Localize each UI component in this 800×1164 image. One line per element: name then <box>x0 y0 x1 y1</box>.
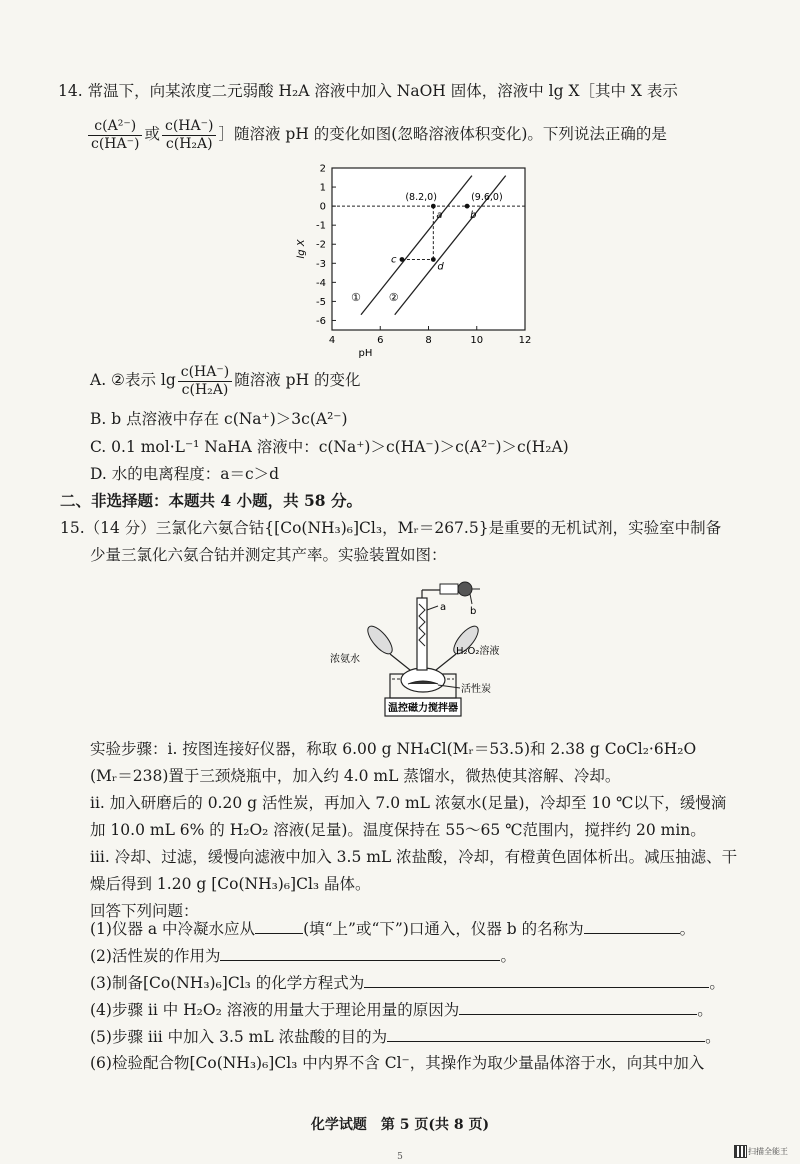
page-footer: 化学试题 第 5 页(共 8 页) <box>310 1117 490 1133</box>
point-label-c: c <box>390 254 397 266</box>
answer-blank-1a[interactable] <box>255 917 303 934</box>
step-2-line1: ii. 加入研磨后的 0.20 g 活性炭，再加入 7.0 mL 浓氨水(足量)，冷却至 10 ℃以下，缓慢滴 <box>90 794 727 812</box>
y-tick-label: -1 <box>316 220 326 232</box>
data-point-a <box>431 204 436 209</box>
lgx-ph-chart <box>290 158 540 358</box>
y-tick-label: -5 <box>316 296 326 308</box>
y-tick-label: -2 <box>316 239 326 251</box>
x-axis-label: pH <box>358 348 373 358</box>
q15-sub-4: (4)步骤 ii 中 H₂O₂ 溶液的用量大于理论用量的原因为 。 <box>90 998 713 1021</box>
x-tick-label: 6 <box>377 335 384 346</box>
q15-sub-3: (3)制备[Co(NH₃)₆]Cl₃ 的化学方程式为 。 <box>90 971 725 994</box>
q14-option-a-fraction: $\frac{c(HA^-)}{\text{c(H₂A)}}$ <box>178 364 232 399</box>
answer-prompt: 回答下列问题： <box>90 902 199 920</box>
answer-blank-2[interactable] <box>220 944 500 961</box>
y-tick-label: 1 <box>319 182 326 194</box>
data-point-b <box>465 204 470 209</box>
q15-sub-6: (6)检验配合物[Co(NH₃)₆]Cl₃ 中内界不含 Cl⁻，其操作为取少量晶体溶于水，向其中加入 <box>90 1054 705 1072</box>
y-tick-label: 0 <box>319 201 326 213</box>
x-tick-label: 8 <box>425 335 432 346</box>
y-tick-label: -4 <box>316 277 326 289</box>
q14-stem-line2: $\frac{\text{c(A²⁻)}}{c(HA^-)}$ 或 $\frac{c(HA^-)}{\text{c(H₂A)}}$ ］随溶液 pH 的变化如图(忽略溶液体积变化)。下列说法正确的是 <box>86 114 667 154</box>
step-1-line1: 实验步骤：i. 按图连接好仪器，称取 6.00 g NH₄Cl(Mᵣ＝53.5)和 2.38 g CoCl₂·6H₂O <box>90 740 697 758</box>
y-axis-label: lg X <box>296 239 307 259</box>
answer-blank-3[interactable] <box>364 971 709 988</box>
q15-stem-line2: 少量三氯化六氨合钴并测定其产率。实验装置如图： <box>90 546 447 564</box>
q14-option-a: A. ②表示 lg $\frac{c(HA^-)}{\text{c(H₂A)}}$ 随溶液 pH 的变化 <box>90 363 361 398</box>
data-point-c <box>400 257 405 262</box>
point-label-b: b <box>470 210 477 222</box>
label-a: a <box>440 602 447 613</box>
step-1-line2: (Mᵣ＝238)置于三颈烧瓶中，加入约 4.0 mL 蒸馏水，微热使其溶解、冷却。 <box>90 767 621 785</box>
q15-stem-line1: 15.（14 分）三氯化六氨合钴{[Co(NH₃)₆]Cl₃，Mᵣ＝267.5}是重要的无机试剂，实验室中制备 <box>60 519 722 537</box>
answer-blank-5[interactable] <box>387 1025 705 1042</box>
stirrer-label: 温控磁力搅拌器 <box>388 703 458 714</box>
x-tick-label: 12 <box>518 335 532 346</box>
page-number: 5 <box>397 1152 403 1162</box>
q14-stem-line1: 14. 常温下，向某浓度二元弱酸 H₂A 溶液中加入 NaOH 固体，溶液中 lg X［其中 X 表示 <box>58 82 678 100</box>
x-tick-label: 10 <box>470 335 484 346</box>
section-2-heading: 二、非选择题：本题共 4 小题，共 58 分。 <box>60 491 362 510</box>
scanner-logo-icon <box>734 1145 747 1158</box>
drying-tube-b <box>458 582 472 596</box>
q15-sub-1: (1)仪器 a 中冷凝水应从 (填“上”或“下”)口通入，仪器 b 的名称为 。 <box>90 917 695 940</box>
data-point-d <box>431 257 436 262</box>
q14-fraction-2: $\frac{c(HA^-)}{\text{c(H₂A)}}$ <box>162 118 216 153</box>
three-neck-flask <box>401 668 445 692</box>
label-b: b <box>470 606 477 617</box>
carbon-label: 活性炭 <box>461 684 491 695</box>
annotation-a: (8.2,0) <box>405 192 437 204</box>
step-3-line1: iii. 冷却、过滤，缓慢向滤液中加入 3.5 mL 浓盐酸，冷却，有橙黄色固体析出。减压抽滤、干 <box>90 848 738 866</box>
step-2-line2: 加 10.0 mL 6% 的 H₂O₂ 溶液(足量)。温度保持在 55～65 ℃范围内，搅拌约 20 min。 <box>90 821 706 839</box>
series-label-2: ② <box>388 290 399 304</box>
step-3-line2: 燥后得到 1.20 g [Co(NH₃)₆]Cl₃ 晶体。 <box>90 875 371 893</box>
ammonia-label: 浓氨水 <box>330 654 360 665</box>
y-tick-label: -6 <box>316 315 326 327</box>
q14-option-b: B. b 点溶液中存在 c(Na⁺)＞3c(A²⁻) <box>90 410 348 428</box>
point-label-a: a <box>436 210 443 222</box>
q15-sub-2: (2)活性炭的作用为 。 <box>90 944 516 967</box>
annotation-b: (9.6,0) <box>471 192 503 204</box>
series-label-1: ① <box>350 290 361 304</box>
h2o2-label: H₂O₂溶液 <box>456 646 500 657</box>
q14-fraction-1: $\frac{\text{c(A²⁻)}}{c(HA^-)}$ <box>88 118 142 153</box>
x-tick-label: 4 <box>328 335 336 346</box>
y-tick-label: -3 <box>316 258 326 270</box>
point-label-d: d <box>437 261 444 273</box>
answer-blank-4[interactable] <box>459 998 697 1015</box>
q14-option-d: D. 水的电离程度：a＝c＞d <box>90 465 280 483</box>
ammonia-funnel <box>364 622 410 670</box>
scanner-watermark: 扫描全能王 <box>748 1147 788 1156</box>
y-tick-label: 2 <box>319 163 326 175</box>
q14-option-c: C. 0.1 mol·L⁻¹ NaHA 溶液中：c(Na⁺)＞c(HA⁻)＞c(A²⁻)＞c(H₂A) <box>90 438 569 456</box>
answer-blank-1b[interactable] <box>584 917 680 934</box>
apparatus-diagram <box>320 568 530 720</box>
q15-sub-5: (5)步骤 iii 中加入 3.5 mL 浓盐酸的目的为 。 <box>90 1025 721 1048</box>
